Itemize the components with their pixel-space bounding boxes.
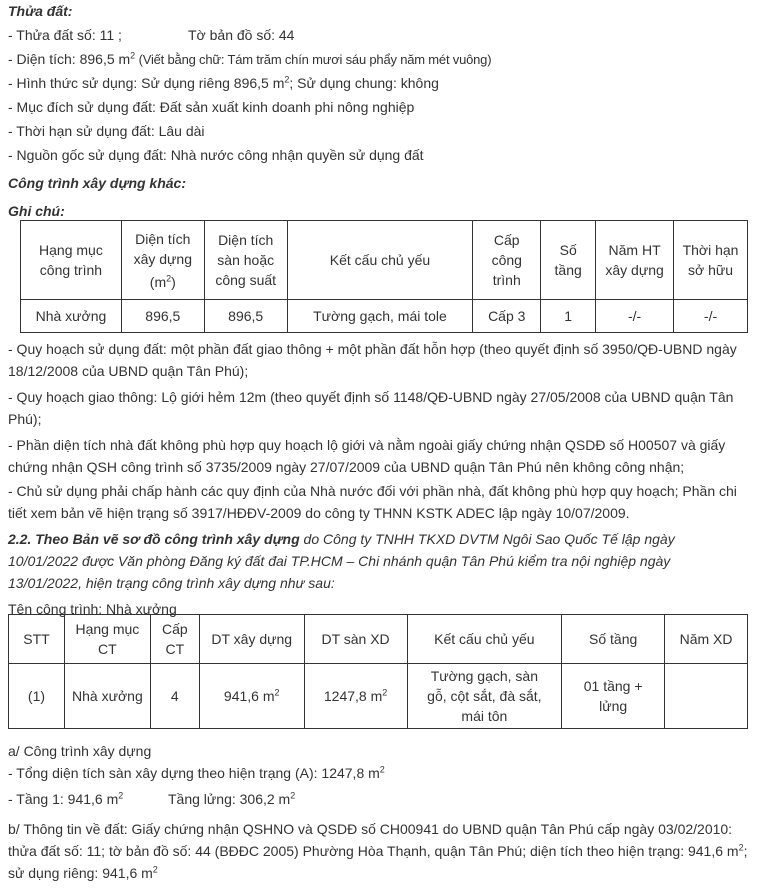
- table-header-row: [21, 221, 748, 300]
- cell-grade: Cấp 3: [473, 300, 541, 333]
- header-stt: STT: [9, 615, 65, 664]
- usage-purpose: - Mục đích sử dụng đất: Đất sản xuất kinh doanh phi nông nghiệp: [8, 99, 415, 115]
- works-subheading: a/ Công trình xây dựng: [8, 743, 152, 759]
- header-floors: Số tầng: [541, 221, 596, 300]
- note-heading: Ghi chú:: [8, 203, 65, 219]
- note-owner-obligation-2: tiết xem bản vẽ hiện trạng số 3917/HĐĐV-2009 do công ty THNN KSTK ADEC lập ngày 10/07/2009.: [8, 505, 630, 521]
- land-area: - Diện tích: 896,5 $m^2$ (Viết bằng chữ: Tám trăm chín mươi sáu phẩy năm mét vuông): [8, 50, 492, 67]
- note-traffic-planning-2: Phú);: [8, 411, 42, 427]
- table-row: [21, 300, 748, 333]
- section-2-2-line-3: 13/01/2022, hiện trạng công trình xây dựng như sau:: [8, 575, 335, 591]
- section-2-2-line-1: 2.2. Theo Bản vẽ sơ đồ công trình xây dựng do Công ty TNHH TKXD DVTM Ngôi Sao Quốc Tế lập ngày: [8, 531, 675, 547]
- cell-ownership: -/-: [674, 300, 748, 333]
- cell-item: Nhà xưởng: [64, 664, 150, 729]
- usage-form: - Hình thức sử dụng: Sử dụng riêng 896,5 $m^2$; Sử dụng chung: không: [8, 74, 439, 91]
- header-floor-area: DT sàn XD: [304, 615, 407, 664]
- note-owner-obligation-1: - Chủ sử dụng phải chấp hành các quy định của Nhà nước đối với phần nhà, đất không phù hợp quy hoạch; Phần chi: [8, 483, 737, 499]
- note-noncompliant-1: - Phần diện tích nhà đất không phù hợp quy hoạch lộ giới và nằm ngoài giấy chứng nhận QSDĐ số H00507 và giấy: [8, 437, 726, 453]
- cell-floors: 1: [541, 300, 596, 333]
- cell-item: Nhà xưởng: [21, 300, 122, 333]
- land-info-2: thửa đất số: 11; tờ bản đồ số: 44 (BĐĐC 2005) Phường Hòa Thạnh, quận Tân Phú; diện tích theo hiện trạng: 941,6 $m^2$;: [8, 842, 748, 859]
- land-info-3: sử dụng riêng: 941,6 $m^2$: [8, 864, 158, 881]
- header-floors: Số tầng: [562, 615, 665, 664]
- land-info-1: b/ Thông tin về đất: Giấy chứng nhận QSHNO và QSDĐ số CH00941 do UBND quận Tân Phú cấp ngày 03/02/2010:: [8, 821, 733, 837]
- header-item: Hạng mục công trình: [21, 221, 122, 300]
- floor-1-area: - Tầng 1: 941,6 $m^2$: [8, 790, 124, 807]
- header-ownership: Thời hạn sở hữu: [674, 221, 748, 300]
- cell-grade: 4: [150, 664, 199, 729]
- header-year: Năm XD: [665, 615, 748, 664]
- header-structure: Kết cấu chủ yếu: [287, 221, 473, 300]
- cell-build-area: 941,6 $m^2$: [199, 664, 304, 729]
- land-heading: Thửa đất:: [8, 3, 73, 19]
- section-2-2-title: 2.2. Theo Bản vẽ sơ đồ công trình xây dựng: [8, 531, 300, 547]
- note-traffic-planning-1: - Quy hoạch giao thông: Lộ giới hẻm 12m (theo quyết định số 1148/QĐ-UBND ngày 27/05/2008 của UBND quận Tân: [8, 389, 734, 405]
- header-grade: Cấp CT: [150, 615, 199, 664]
- section-2-2-line-2: 10/01/2022 được Văn phòng Đăng ký đất đai TP.HCM – Chi nhánh quận Tân Phú kiểm tra nội nghiệp ngày: [8, 553, 671, 569]
- cell-stt: (1): [9, 664, 65, 729]
- cell-floors: 01 tầng + lửng: [562, 664, 665, 729]
- cell-floor-area: 1247,8 $m^2$: [304, 664, 407, 729]
- header-item: Hạng mục CT: [64, 615, 150, 664]
- header-build-area: Diện tích xây dựng $(m^2)$: [121, 221, 204, 300]
- table-header-row: [9, 615, 748, 664]
- header-grade: Cấp công trình: [473, 221, 541, 300]
- cell-structure: Tường gạch, mái tole: [287, 300, 473, 333]
- header-floor-area: Diện tích sàn hoặc công suất: [204, 221, 287, 300]
- map-sheet-number: Tờ bản đồ số: 44: [188, 27, 295, 43]
- usage-origin: - Nguồn gốc sử dụng đất: Nhà nước công nhận quyền sử dụng đất: [8, 147, 424, 163]
- works-name: Tên công trình: Nhà xưởng: [8, 601, 177, 617]
- cell-build-area: 896,5: [121, 300, 204, 333]
- cell-year: [665, 664, 748, 729]
- note-noncompliant-2: chứng nhận QSH công trình số 3735/2009 ngày 27/07/2009 của UBND quận Tân Phú nên không công nhận;: [8, 459, 685, 475]
- mezzanine-area: Tầng lửng: 306,2 $m^2$: [168, 790, 296, 807]
- total-floor-area: - Tổng diện tích sàn xây dựng theo hiện trạng (A): 1247,8 $m^2$: [8, 764, 385, 781]
- other-works-heading: Công trình xây dựng khác:: [8, 175, 187, 191]
- header-year: Năm HT xây dựng: [596, 221, 674, 300]
- parcel-number: - Thửa đất số: 11 ;: [8, 27, 122, 43]
- cell-year: -/-: [596, 300, 674, 333]
- cell-floor-area: 896,5: [204, 300, 287, 333]
- building-table-2: [8, 614, 748, 729]
- note-land-planning-2: 18/12/2008 của UBND quận Tân Phú);: [8, 363, 249, 379]
- building-table-1: [20, 220, 748, 333]
- header-build-area: DT xây dựng: [199, 615, 304, 664]
- note-land-planning-1: - Quy hoạch sử dụng đất: một phần đất giao thông + một phần đất hỗn hợp (theo quyết định số 3950/QĐ-UBND ngày: [8, 341, 737, 357]
- usage-term: - Thời hạn sử dụng đất: Lâu dài: [8, 123, 205, 139]
- cell-structure: Tường gạch, sàn gỗ, cột sắt, đà sắt, mái tôn: [407, 664, 562, 729]
- header-structure: Kết cấu chủ yếu: [407, 615, 562, 664]
- table-row: [9, 664, 748, 729]
